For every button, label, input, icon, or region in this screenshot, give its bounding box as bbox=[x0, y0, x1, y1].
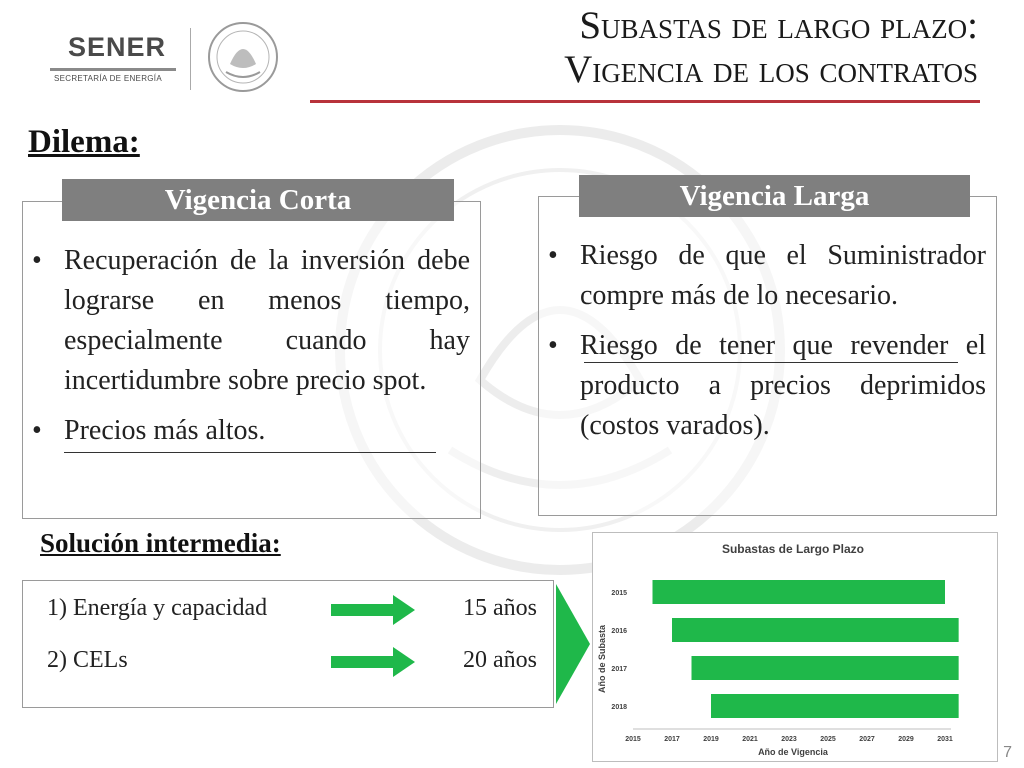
chart-bar bbox=[653, 580, 946, 604]
list-item bbox=[24, 241, 470, 401]
list-item bbox=[540, 236, 986, 316]
list-item bbox=[540, 326, 986, 446]
separator-line bbox=[584, 362, 958, 363]
x-tick-label: 2019 bbox=[703, 736, 719, 743]
bullet-icon: • bbox=[32, 415, 42, 446]
chevron-right-icon bbox=[556, 584, 590, 704]
long-term-bullets bbox=[540, 236, 986, 446]
chart-bar bbox=[692, 656, 959, 680]
page-number: 7 bbox=[1003, 744, 1012, 761]
x-tick-label: 2027 bbox=[859, 736, 875, 743]
logo-subtitle: SECRETARÍA DE ENERGÍA bbox=[54, 74, 162, 83]
y-axis-label: Año de Subasta bbox=[597, 624, 607, 694]
solution-item-value: 15 años bbox=[463, 595, 537, 621]
bullet-text: Riesgo de tener que revender el producto a precios deprimidos (costos varados). bbox=[580, 330, 986, 441]
chart-bar bbox=[711, 694, 959, 718]
solution-item-label: 1) Energía y capacidad bbox=[47, 595, 268, 621]
chart-title: Subastas de Largo Plazo bbox=[721, 542, 865, 556]
slide-title bbox=[564, 4, 978, 92]
right-arrow-icon bbox=[331, 647, 415, 677]
x-tick-label: 2021 bbox=[742, 736, 758, 743]
solution-heading: Solución intermedia: bbox=[40, 528, 281, 558]
sener-logo bbox=[48, 28, 278, 92]
x-tick-label: 2017 bbox=[664, 736, 680, 743]
long-term-tag: Vigencia Larga bbox=[579, 175, 970, 217]
dilema-heading: Dilema: bbox=[28, 124, 140, 160]
x-tick-label: 2015 bbox=[625, 736, 641, 743]
separator-line bbox=[64, 452, 436, 453]
y-tick-label: 2016 bbox=[611, 628, 627, 635]
national-seal-icon bbox=[206, 20, 280, 94]
title-underline bbox=[310, 100, 980, 103]
chart-bar bbox=[672, 618, 959, 642]
x-tick-label: 2029 bbox=[898, 736, 914, 743]
x-tick-label: 2025 bbox=[820, 736, 836, 743]
y-tick-label: 2015 bbox=[611, 590, 627, 597]
solution-item-label: 2) CELs bbox=[47, 647, 128, 673]
bullet-icon: • bbox=[548, 240, 558, 271]
solution-item-value: 20 años bbox=[463, 647, 537, 673]
bullet-text: Recuperación de la inversión debe lograrse en menos tiempo, especialmente cuando hay incertidumbre sobre precio spot. bbox=[64, 245, 470, 396]
logo-wordmark: SENER bbox=[68, 32, 167, 62]
title-line-2: Vigencia de los contratos bbox=[564, 48, 978, 91]
short-term-bullets bbox=[24, 241, 470, 451]
title-line-1: Subastas de largo plazo: bbox=[579, 4, 978, 47]
logo-divider bbox=[190, 28, 191, 90]
y-tick-label: 2018 bbox=[611, 704, 627, 711]
bullet-text: Precios más altos. bbox=[64, 415, 266, 446]
logo-rule bbox=[50, 68, 176, 71]
x-axis-label: Año de Vigencia bbox=[758, 747, 828, 757]
solution-box bbox=[22, 580, 554, 708]
gantt-chart bbox=[593, 533, 997, 761]
x-tick-label: 2031 bbox=[937, 736, 953, 743]
bullet-text: Riesgo de que el Suministrador compre más de lo necesario. bbox=[580, 240, 986, 311]
right-arrow-icon bbox=[331, 595, 415, 625]
y-tick-label: 2017 bbox=[611, 666, 627, 673]
x-tick-label: 2023 bbox=[781, 736, 797, 743]
short-term-tag: Vigencia Corta bbox=[62, 179, 454, 221]
bullet-icon: • bbox=[548, 330, 558, 361]
list-item bbox=[24, 411, 470, 451]
bullet-icon: • bbox=[32, 245, 42, 276]
chart-panel bbox=[592, 532, 998, 762]
